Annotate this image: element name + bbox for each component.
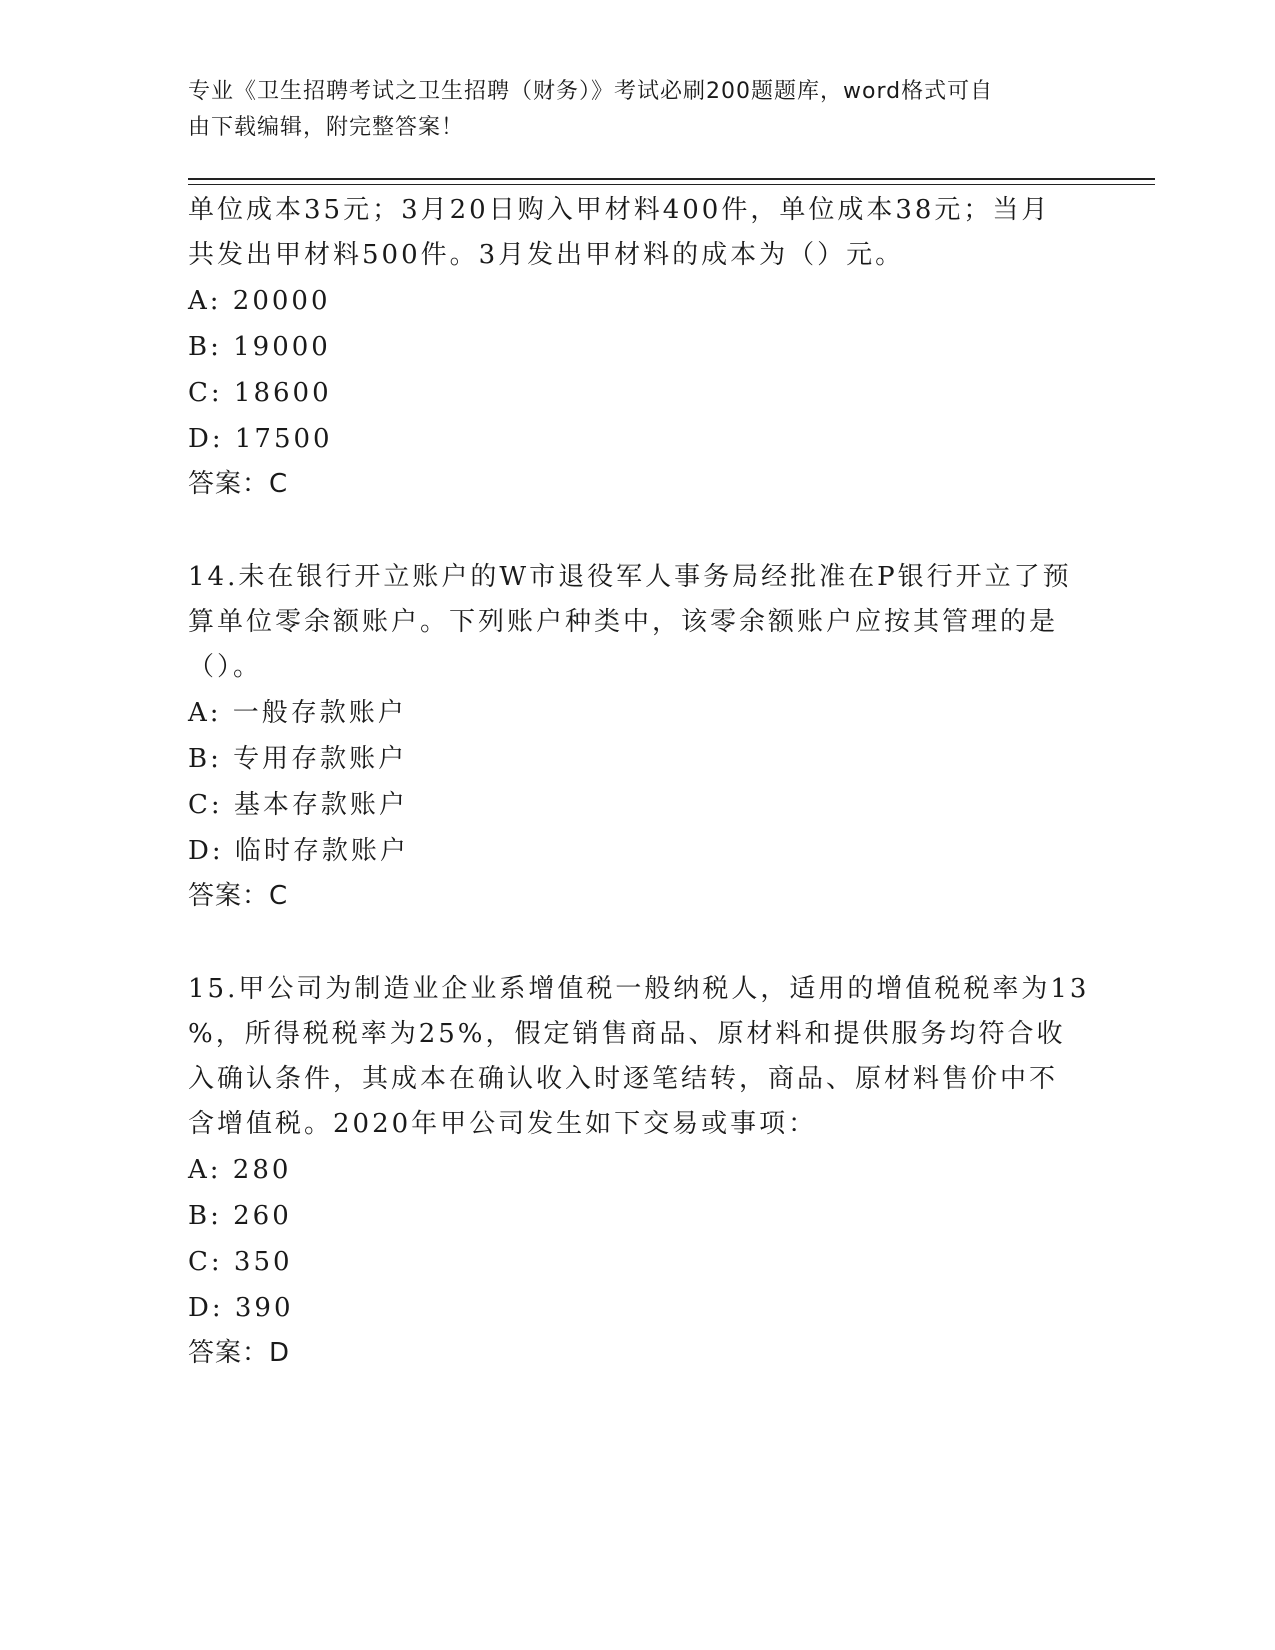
option-a: A: 280 (188, 1155, 292, 1185)
option-b: B: 专用存款账户 (188, 744, 408, 774)
question-stem-line: 共发出甲材料500件。3月发出甲材料的成本为（）元。 (188, 240, 905, 270)
answer-line: 答案：D (188, 1338, 291, 1368)
option-a: A: 20000 (188, 286, 331, 316)
question-13 (188, 188, 1088, 507)
option-a: A: 一般存款账户 (188, 698, 407, 728)
document-header (188, 74, 1068, 146)
question-stem-line: 算单位零余额账户。下列账户种类中，该零余额账户应按其管理的是 (188, 607, 1059, 637)
answer-line: 答案：C (188, 469, 289, 499)
header-line-2: 由下载编辑，附完整答案！ (188, 115, 465, 140)
question-stem-line: 14.未在银行开立账户的W市退役军人事务局经批准在P银行开立了预 (188, 562, 1072, 592)
header-rule-thin (188, 184, 1155, 185)
question-stem-line: 含增值税。2020年甲公司发生如下交易或事项： (188, 1109, 818, 1139)
question-stem-line: 15.甲公司为制造业企业系增值税一般纳税人，适用的增值税税率为13 (188, 974, 1090, 1004)
question-stem-line: 单位成本35元；3月20日购入甲材料400件，单位成本38元；当月 (188, 195, 1051, 225)
question-14 (188, 555, 1088, 919)
option-b: B: 260 (188, 1201, 292, 1231)
option-d: D: 17500 (188, 424, 333, 454)
option-c: C: 基本存款账户 (188, 790, 408, 820)
question-gap (188, 919, 1088, 967)
header-line-1: 专业《卫生招聘考试之卫生招聘（财务）》考试必刷200题题库，word格式可自 (188, 79, 994, 104)
question-list (188, 188, 1088, 1376)
option-b: B: 19000 (188, 332, 331, 362)
option-d: D: 390 (188, 1293, 294, 1323)
question-gap (188, 507, 1088, 555)
question-stem-line: （）。 (188, 652, 263, 682)
header-rule-thick (188, 178, 1155, 180)
option-c: C: 350 (188, 1247, 293, 1277)
question-stem-line: 入确认条件，其成本在确认收入时逐笔结转，商品、原材料售价中不 (188, 1064, 1059, 1094)
question-15 (188, 967, 1088, 1376)
option-d: D: 临时存款账户 (188, 836, 409, 866)
answer-line: 答案：C (188, 881, 289, 911)
option-c: C: 18600 (188, 378, 332, 408)
question-stem-line: %，所得税税率为25%，假定销售商品、原材料和提供服务均符合收 (188, 1019, 1066, 1049)
